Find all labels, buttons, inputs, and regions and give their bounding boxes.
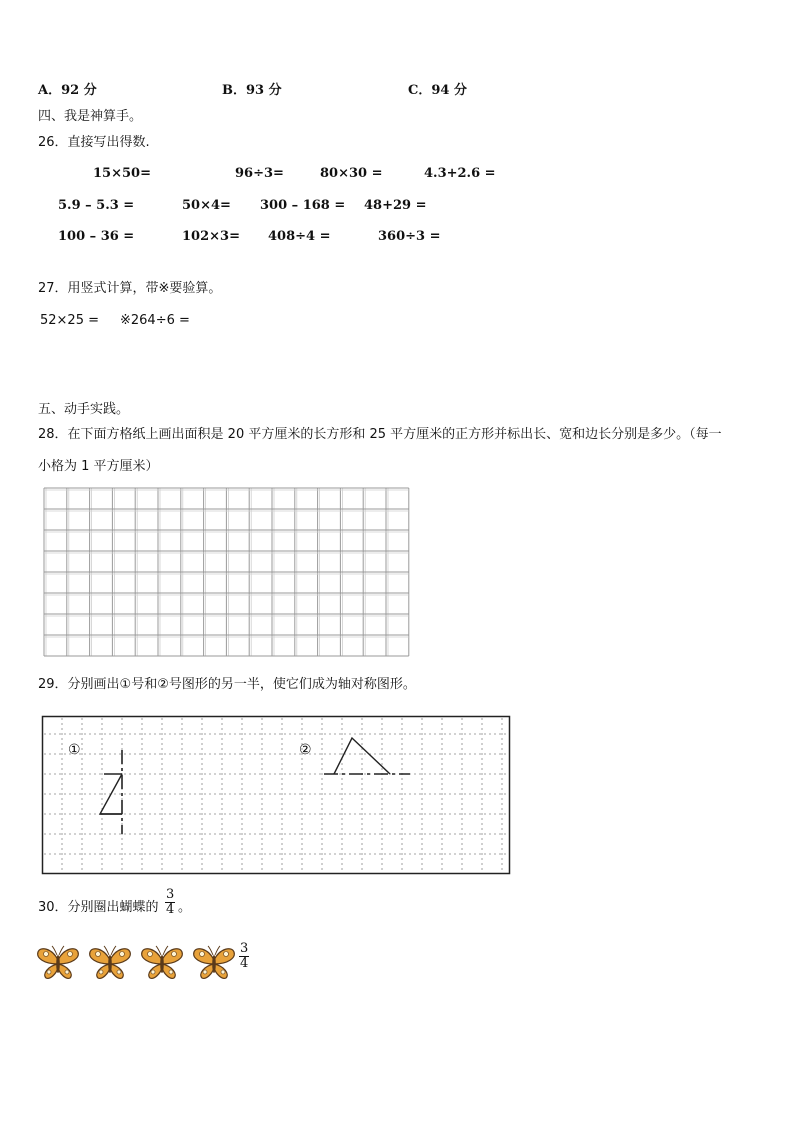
q27-item: 52×25 =	[40, 313, 100, 328]
q26-item: 360÷3 =	[378, 229, 441, 244]
dotted-grid-box	[42, 716, 512, 876]
q28-title-line2: 小格为 1 平方厘米）	[38, 459, 159, 474]
q29-title: 29．分别画出①号和②号图形的另一半，使它们成为轴对称图形。	[38, 677, 416, 692]
fraction-numerator: 3	[240, 941, 249, 956]
butterfly-icon	[194, 946, 235, 978]
q28-title-line1: 28．在下面方格纸上画出面积是 20 平方厘米的长方形和 25 平方厘米的正方形并标出长、宽和边长分别是多少。（每一	[38, 427, 722, 442]
grid-border	[43, 717, 510, 874]
fraction-denominator: 4	[240, 956, 249, 971]
q26-item: 300 – 168 =	[260, 198, 346, 213]
butterfly-icon	[38, 946, 79, 978]
q26-item: 15×50=	[93, 166, 151, 181]
section5-heading: 五、动手实践。	[38, 402, 130, 417]
section4-heading: 四、我是神算手。	[38, 109, 143, 124]
fraction	[239, 942, 249, 971]
q27-title: 27．用竖式计算，带※要验算。	[38, 281, 222, 296]
fraction-denominator: 4	[166, 902, 175, 917]
dotted-gridlines	[44, 718, 508, 872]
q30-title-suffix: 。	[178, 900, 192, 915]
q26-item: 48+29 =	[364, 198, 427, 213]
q26-title: 26．直接写出得数.	[38, 135, 150, 150]
q26-item: 5.9 – 5.3 =	[58, 198, 135, 213]
option-c: C．94 分	[408, 83, 467, 98]
q30-title-prefix: 30．分别圈出蝴蝶的	[38, 900, 159, 915]
fraction	[165, 888, 175, 917]
shape1-half	[100, 774, 122, 814]
option-a: A．92 分	[38, 83, 97, 98]
q26-item: 80×30 =	[320, 166, 383, 181]
fraction-numerator: 3	[166, 887, 175, 902]
q26-item: 408÷4 =	[268, 229, 331, 244]
q26-item: 102×3=	[182, 229, 240, 244]
butterfly-row	[38, 944, 238, 982]
butterfly-icon	[90, 946, 131, 978]
square-grid-paper	[44, 488, 414, 660]
q27-item: ※264÷6 =	[120, 313, 190, 328]
q26-item: 96÷3=	[235, 166, 284, 181]
q26-item: 100 – 36 =	[58, 229, 135, 244]
q26-item: 4.3+2.6 =	[424, 166, 496, 181]
option-b: B．93 分	[222, 83, 282, 98]
shape1-label: ①	[68, 742, 81, 758]
shape2-label: ②	[299, 742, 312, 758]
q26-item: 50×4=	[182, 198, 231, 213]
butterfly-icon	[142, 946, 183, 978]
